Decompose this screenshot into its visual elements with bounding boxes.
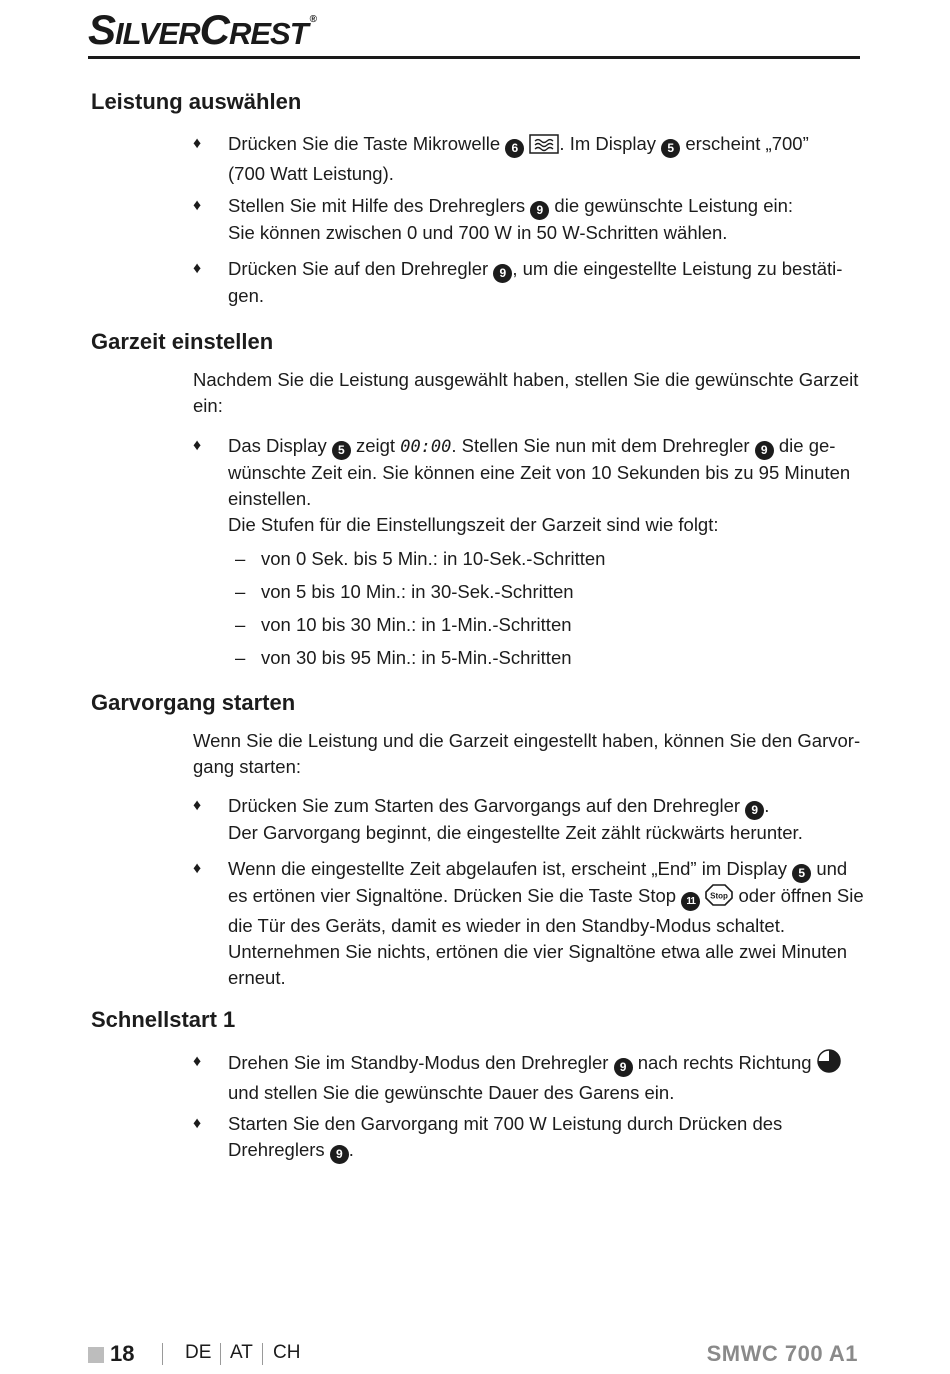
model-number: SMWC 700 A1 — [706, 1341, 858, 1366]
ref-number-badge: 9 — [530, 201, 549, 220]
bullet-icon: ♦ — [193, 1053, 202, 1070]
bullet-icon: ♦ — [193, 437, 202, 454]
footer-lang-ch: CH — [273, 1342, 301, 1363]
clockwise-timer-icon — [817, 1049, 841, 1080]
ref-number-badge: 9 — [330, 1145, 349, 1164]
heading-leistung: Leistung auswählen — [91, 89, 302, 114]
heading-garvorgang: Garvorgang starten — [91, 690, 296, 715]
ref-number-badge: 9 — [493, 264, 512, 283]
ref-number-badge: 9 — [755, 441, 774, 460]
footer-divider — [162, 1343, 163, 1365]
bullet-icon: ♦ — [193, 135, 202, 152]
heading-garzeit: Garzeit einstellen — [91, 329, 274, 354]
footer-divider — [262, 1343, 263, 1365]
ref-number-badge: 9 — [745, 801, 764, 820]
ref-number-badge: 11 — [681, 892, 700, 911]
paragraph: Wenn Sie die Leistung und die Garzeit eingestellt haben, können Sie den Garvor- gang starten: — [193, 730, 861, 777]
bullet-icon: ♦ — [193, 260, 202, 277]
svg-text:Stop: Stop — [710, 891, 729, 901]
footer-marker — [88, 1347, 104, 1363]
display-readout: 00:00 — [400, 437, 452, 457]
bullet-icon: ♦ — [193, 1115, 202, 1132]
heading-schnellstart: Schnellstart 1 — [91, 1007, 236, 1032]
ref-number-badge: 5 — [792, 864, 811, 883]
footer-divider — [220, 1343, 221, 1365]
paragraph: Nachdem Sie die Leistung ausgewählt haben, stellen Sie die gewünschte Garzeit ein: — [193, 369, 859, 416]
page-number: 18 — [110, 1341, 135, 1366]
header-rule — [88, 56, 860, 59]
footer-lang-de: DE — [185, 1342, 212, 1363]
stop-button-icon — [705, 884, 733, 913]
bullet-icon: ♦ — [193, 797, 202, 814]
bullet-icon: ♦ — [193, 860, 202, 877]
ref-number-badge: 6 — [505, 139, 524, 158]
brand-logo: SILVERCREST ® — [88, 6, 317, 53]
bullet-icon: ♦ — [193, 197, 202, 214]
ref-number-badge: 9 — [614, 1058, 633, 1077]
ref-number-badge: 5 — [661, 139, 680, 158]
ref-number-badge: 5 — [332, 441, 351, 460]
footer-lang-at: AT — [230, 1342, 253, 1363]
microwave-icon — [529, 134, 559, 161]
